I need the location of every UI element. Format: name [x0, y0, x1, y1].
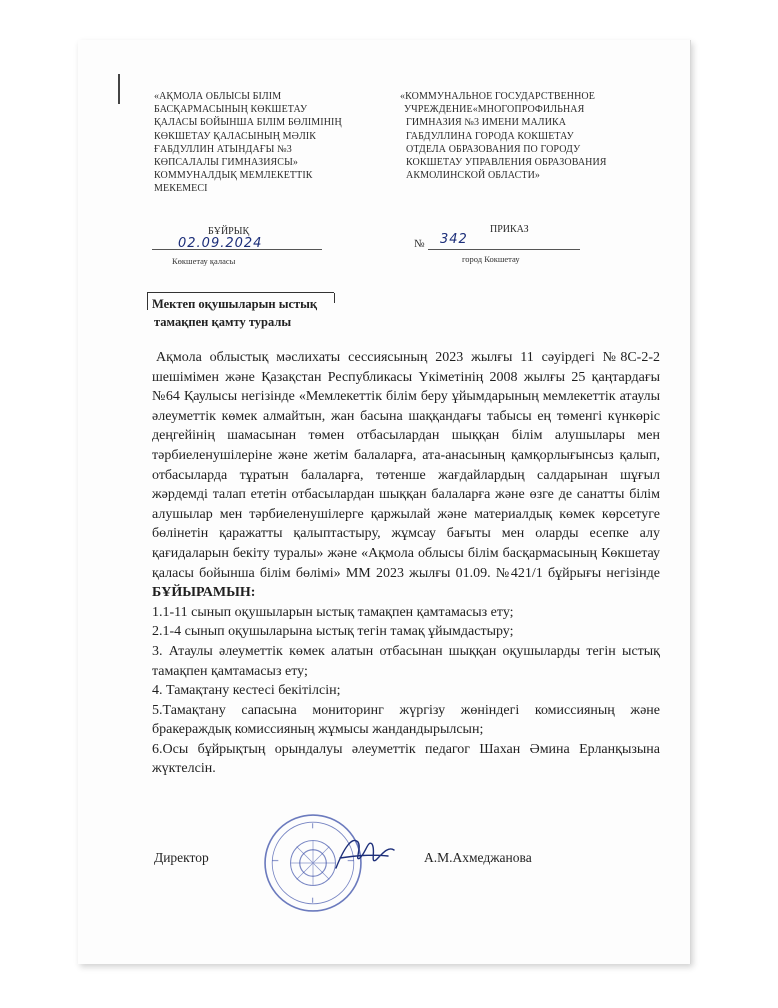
header-ru-line: ОТДЕЛА ОБРАЗОВАНИЯ ПО ГОРОДУ [406, 143, 581, 155]
date-underline [152, 249, 322, 250]
order-item: 5.Тамақтану сапасына мониторинг жүргізу жөніндегі комиссияның және бракераждық комиссияның жұмысы жандандырылсын; [152, 702, 660, 738]
order-number: 342 [440, 232, 468, 247]
header-kz-line: БАСҚАРМАСЫНЫҢ КӨКШЕТАУ [154, 104, 308, 116]
number-underline [428, 249, 580, 250]
order-date: 02.09.2024 [178, 236, 263, 251]
order-label-kz: БҰЙРЫҚ [208, 226, 250, 237]
header-ru-line: «КОММУНАЛЬНОЕ ГОСУДАРСТВЕННОЕ [400, 91, 595, 102]
signer-name: А.М.Ахмеджанова [424, 850, 532, 865]
handwritten-signature [330, 828, 400, 880]
subject-line-1: Мектеп оқушыларын ыстық [152, 297, 318, 311]
order-number-sign: № [414, 238, 425, 250]
preamble-text: Ақмола облыстық мәслихаты сессиясының 2023 жылғы 11 сәуірдегі №8С-2-2 шешімімен және Қазақстан Республикасы Үкіметінің 2008 жылғы 25 қаңтардағы №64 Қаулысы негізінде «Мемлекеттік білім беру ұйымдарының мемлекеттік атаулы әлеуметтік көмек алмайтын, жан басына шаққандағы табысы ең төменгі күнкөріс деңгейінің шамасынан төмен отбасылардан шыққан білім алушылары мен тәрбиеленушілеріне және жетім балаларға, ата-анасының қамқорлығынсыз қалып, отбасыларда тұратын балаларға, төтенше жағдайлардың салдарынан шұғыл жәрдемді талап ететін отбасылардан шыққан балаларға және өзге де санатты білім алушылар мен тәрбиеленушілерге қаржылай және материалдық көмек көрсетуге бөлінетін қаражатты қалыптастыру, жұмсау бағыты мен оларды есепке алу қағидаларын бекіту туралы» және «Ақмола облысы білім басқармасының Көкшетау қаласы бойынша білім бөлімі» ММ 2023 жылғы 01.09. №421/1 бұйрығы негізінде [152, 350, 660, 581]
command-word: БҰЙЫРАМЫН: [152, 585, 256, 601]
order-item: 1.1-11 сынып оқушыларын ыстық тамақпен қамтамасыз ету; [152, 604, 514, 620]
header-ru-line: ГАБДУЛЛИНА ГОРОДА КОКШЕТАУ [406, 130, 574, 142]
header-kz-line: «АҚМОЛА ОБЛЫСЫ БІЛІМ [154, 91, 282, 102]
header-kz-line: КӨПСАЛАЛЫ ГИМНАЗИЯСЫ» [154, 157, 298, 169]
header-ru-line: ГИМНАЗИЯ №3 ИМЕНИ МАЛИКА [406, 117, 567, 129]
header-kz-line: КОММУНАЛДЫҚ МЕМЛЕКЕТТІК [154, 170, 313, 182]
city-kz: Көкшетау қаласы [172, 256, 236, 266]
header-kz-line: ҒАБДУЛЛИН АТЫНДАҒЫ №3 [154, 143, 292, 155]
order-item: 4. Тамақтану кестесі бекітілсін; [152, 683, 341, 699]
order-body [152, 348, 660, 779]
signer-position: Директор [154, 850, 209, 865]
header-ru-line: АКМОЛИНСКОЙ ОБЛАСТИ» [406, 170, 540, 182]
order-subject [152, 295, 317, 331]
city-ru: город Кокшетау [462, 254, 520, 264]
header-russian [400, 90, 640, 182]
header-kz-line: ҚАЛАСЫ БОЙЫНША БІЛІМ БӨЛІМІНІҢ [154, 117, 342, 129]
header-kazakh [154, 90, 374, 196]
order-item: 6.Осы бұйрықтың орындалуы әлеуметтік педагог Шахан Әмина Ерланқызына жүктелсін. [152, 741, 660, 777]
order-item: 3. Атаулы әлеуметтік көмек алатын отбасынан шыққан оқушыларды тегін ыстық тамақпен қамтамасыз ету; [152, 643, 660, 679]
order-label-ru: ПРИКАЗ [490, 224, 529, 235]
header-kz-line: МЕКЕМЕСІ [154, 183, 208, 195]
order-item: 2.1-4 сынып оқушыларына ыстық тегін тамақ ұйымдастыру; [152, 624, 514, 640]
header-kz-line: КӨКШЕТАУ ҚАЛАСЫНЫҢ МӘЛІК [154, 130, 317, 142]
subject-line-2: тамақпен қамту туралы [154, 315, 292, 329]
header-ru-line: КОКШЕТАУ УПРАВЛЕНИЯ ОБРАЗОВАНИЯ [406, 157, 607, 169]
header-ru-line: УЧРЕЖДЕНИЕ«МНОГОПРОФИЛЬНАЯ [404, 104, 585, 116]
margin-mark [118, 74, 120, 104]
